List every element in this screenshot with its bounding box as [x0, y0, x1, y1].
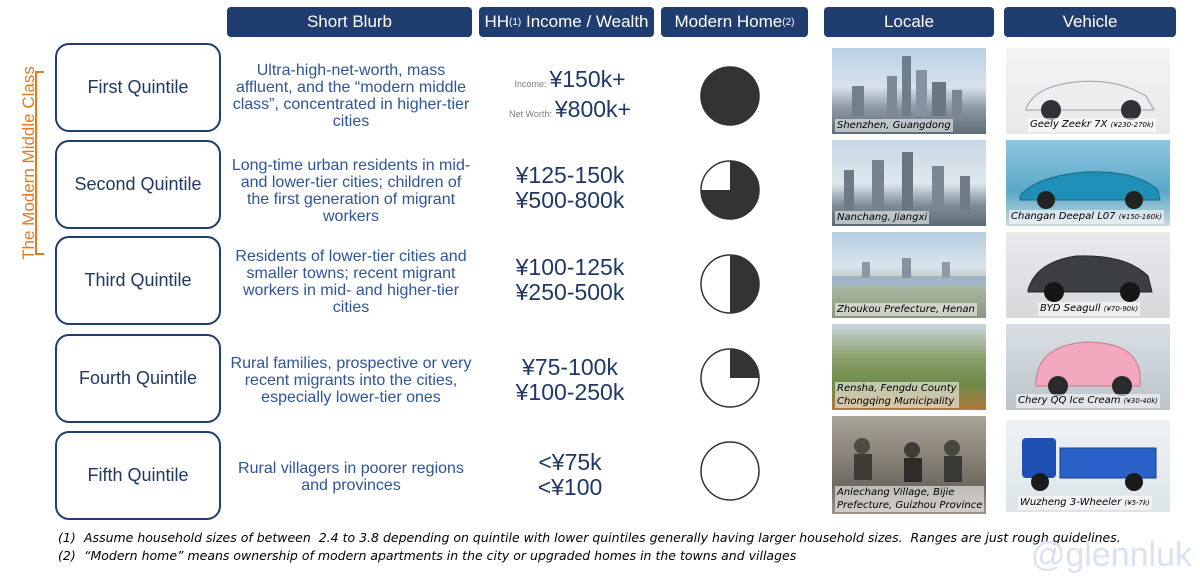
income-wealth-row-5 — [480, 450, 660, 500]
header-modern-home-label: Modern Home — [674, 12, 783, 31]
income-value: ¥100-125k — [515, 254, 625, 280]
wealth-value: <¥100 — [537, 474, 603, 500]
home-pie-row-2 — [698, 158, 762, 222]
vehicle-caption — [1028, 118, 1156, 132]
watermark: @glennluk — [1030, 536, 1192, 574]
home-pie-row-1 — [698, 64, 762, 128]
quintile-label: Third Quintile — [84, 270, 192, 290]
vehicle-name: Wuzheng 3-Wheeler — [1020, 497, 1122, 508]
wealth-label: Net Worth: — [509, 109, 552, 119]
quintile-label: Fifth Quintile — [87, 465, 189, 485]
locale-photo-nanchang — [832, 140, 986, 226]
quintile-box-5 — [55, 431, 221, 520]
header-locale — [824, 7, 994, 37]
quintile-box-3 — [55, 236, 221, 325]
income-value: ¥75-100k — [522, 354, 618, 380]
locale-caption: Rensha, Fengdu County Chongqing Municipality — [837, 383, 957, 407]
header-modern-home — [661, 7, 808, 37]
vehicle-price: (¥70-90k) — [1103, 305, 1139, 313]
pie-base — [701, 442, 759, 500]
quintile-label: First Quintile — [87, 77, 189, 97]
header-short-blurb — [227, 7, 472, 37]
locale-caption: Shenzhen, Guangdong — [837, 120, 951, 131]
vehicle-caption — [1016, 394, 1160, 408]
blurb-row-4: Rural families, prospective or very recent migrants into the cities, especially lower-tier ones — [230, 355, 472, 406]
locale-caption: Zhoukou Prefecture, Henan — [837, 304, 975, 315]
home-pie-row-3 — [698, 252, 762, 316]
blurb-row-1: Ultra-high-net-worth, mass affluent, and the “modern middle class”, concentrated in higher-tier cities — [232, 62, 470, 130]
vehicle-caption — [1018, 496, 1152, 510]
locale-caption: Anlechang Village, Bijie Prefecture, Guizhou Province — [837, 487, 983, 511]
vehicle-photo-wuzheng — [1006, 420, 1170, 512]
income-wealth-row-1 — [480, 67, 660, 127]
vehicle-caption — [1009, 210, 1164, 224]
blurb-row-2: Long-time urban residents in mid- and lower-tier cities; children of the first generation of migrant workers — [231, 157, 471, 225]
footnote-text: “Modern home” means ownership of modern apartments in the city or upgraded homes in the towns and villages — [84, 548, 797, 563]
vehicle-price: (¥230-270k) — [1110, 121, 1154, 129]
footnote-text: Assume household sizes of between 2.4 to 3.8 depending on quintile with lower quintiles generally having larger household sizes. Ranges are just rough guidelines. — [84, 530, 1121, 545]
pie-base — [701, 67, 759, 125]
header-income-footnote-ref: (1) — [509, 16, 522, 28]
wealth-value: ¥250-500k — [515, 279, 625, 305]
vehicle-price: (¥5-7k) — [1124, 499, 1150, 507]
vehicle-price: (¥150-160k) — [1118, 213, 1162, 221]
footnote-1 — [58, 530, 1121, 545]
header-income-prefix: HH — [484, 12, 510, 31]
income-wealth-row-4 — [480, 355, 660, 405]
header-vehicle — [1004, 7, 1176, 37]
footnote-number: (2) — [58, 548, 76, 563]
wealth-value: ¥800k+ — [554, 96, 631, 122]
vehicle-name: Chery QQ Ice Cream — [1018, 395, 1121, 406]
modern-middle-class-bracket — [6, 58, 46, 268]
blurb-row-3: Residents of lower-tier cities and smaller towns; recent migrant workers in mid- and higher-tier cities — [235, 248, 467, 316]
income-label: Income: — [514, 79, 547, 89]
income-value: ¥150k+ — [549, 66, 626, 92]
footnote-2 — [58, 548, 796, 563]
wealth-value: ¥500-800k — [515, 187, 625, 213]
header-income-wealth — [479, 7, 654, 37]
quintile-label: Second Quintile — [74, 174, 202, 194]
blurb-row-5: Rural villagers in poorer regions and provinces — [238, 460, 464, 494]
pie-slice — [730, 255, 759, 313]
locale-photo-zhoukou — [832, 232, 986, 318]
header-vehicle-label: Vehicle — [1062, 12, 1118, 31]
income-wealth-row-3 — [480, 255, 660, 305]
header-short-blurb-label: Short Blurb — [306, 12, 393, 31]
income-value: ¥125-150k — [515, 162, 625, 188]
home-pie-row-5 — [698, 439, 762, 503]
quintile-label: Fourth Quintile — [78, 368, 198, 388]
vehicle-caption — [1038, 302, 1140, 316]
vehicle-photo-deepal — [1006, 140, 1170, 226]
vehicle-name: Geely Zeekr 7X — [1030, 119, 1108, 130]
quintile-box-4 — [55, 334, 221, 423]
vehicle-photo-zeekr — [1006, 48, 1170, 134]
locale-caption: Nanchang, Jiangxi — [837, 212, 928, 223]
vehicle-photo-seagull — [1006, 232, 1170, 318]
pie-slice — [730, 349, 759, 378]
locale-photo-rensha — [832, 324, 986, 410]
vehicle-price: (¥30-40k) — [1123, 397, 1158, 405]
home-pie-row-4 — [698, 346, 762, 410]
footnote-number: (1) — [58, 530, 76, 545]
locale-photo-shenzhen — [832, 48, 986, 134]
header-income-label: Income / Wealth — [521, 12, 649, 31]
header-home-footnote-ref: (2) — [782, 16, 795, 28]
header-locale-label: Locale — [883, 12, 935, 31]
vehicle-name: Changan Deepal L07 — [1011, 211, 1116, 222]
income-value: <¥75k — [538, 449, 602, 475]
vehicle-photo-chery-qq — [1006, 324, 1170, 410]
vehicle-name: BYD Seagull — [1040, 303, 1101, 314]
quintile-box-2 — [55, 140, 221, 229]
wealth-value: ¥100-250k — [515, 379, 625, 405]
quintile-box-1 — [55, 43, 221, 132]
side-label: The Modern Middle Class — [19, 66, 38, 260]
income-wealth-row-2 — [480, 163, 660, 213]
locale-photo-anlechang — [832, 416, 986, 514]
